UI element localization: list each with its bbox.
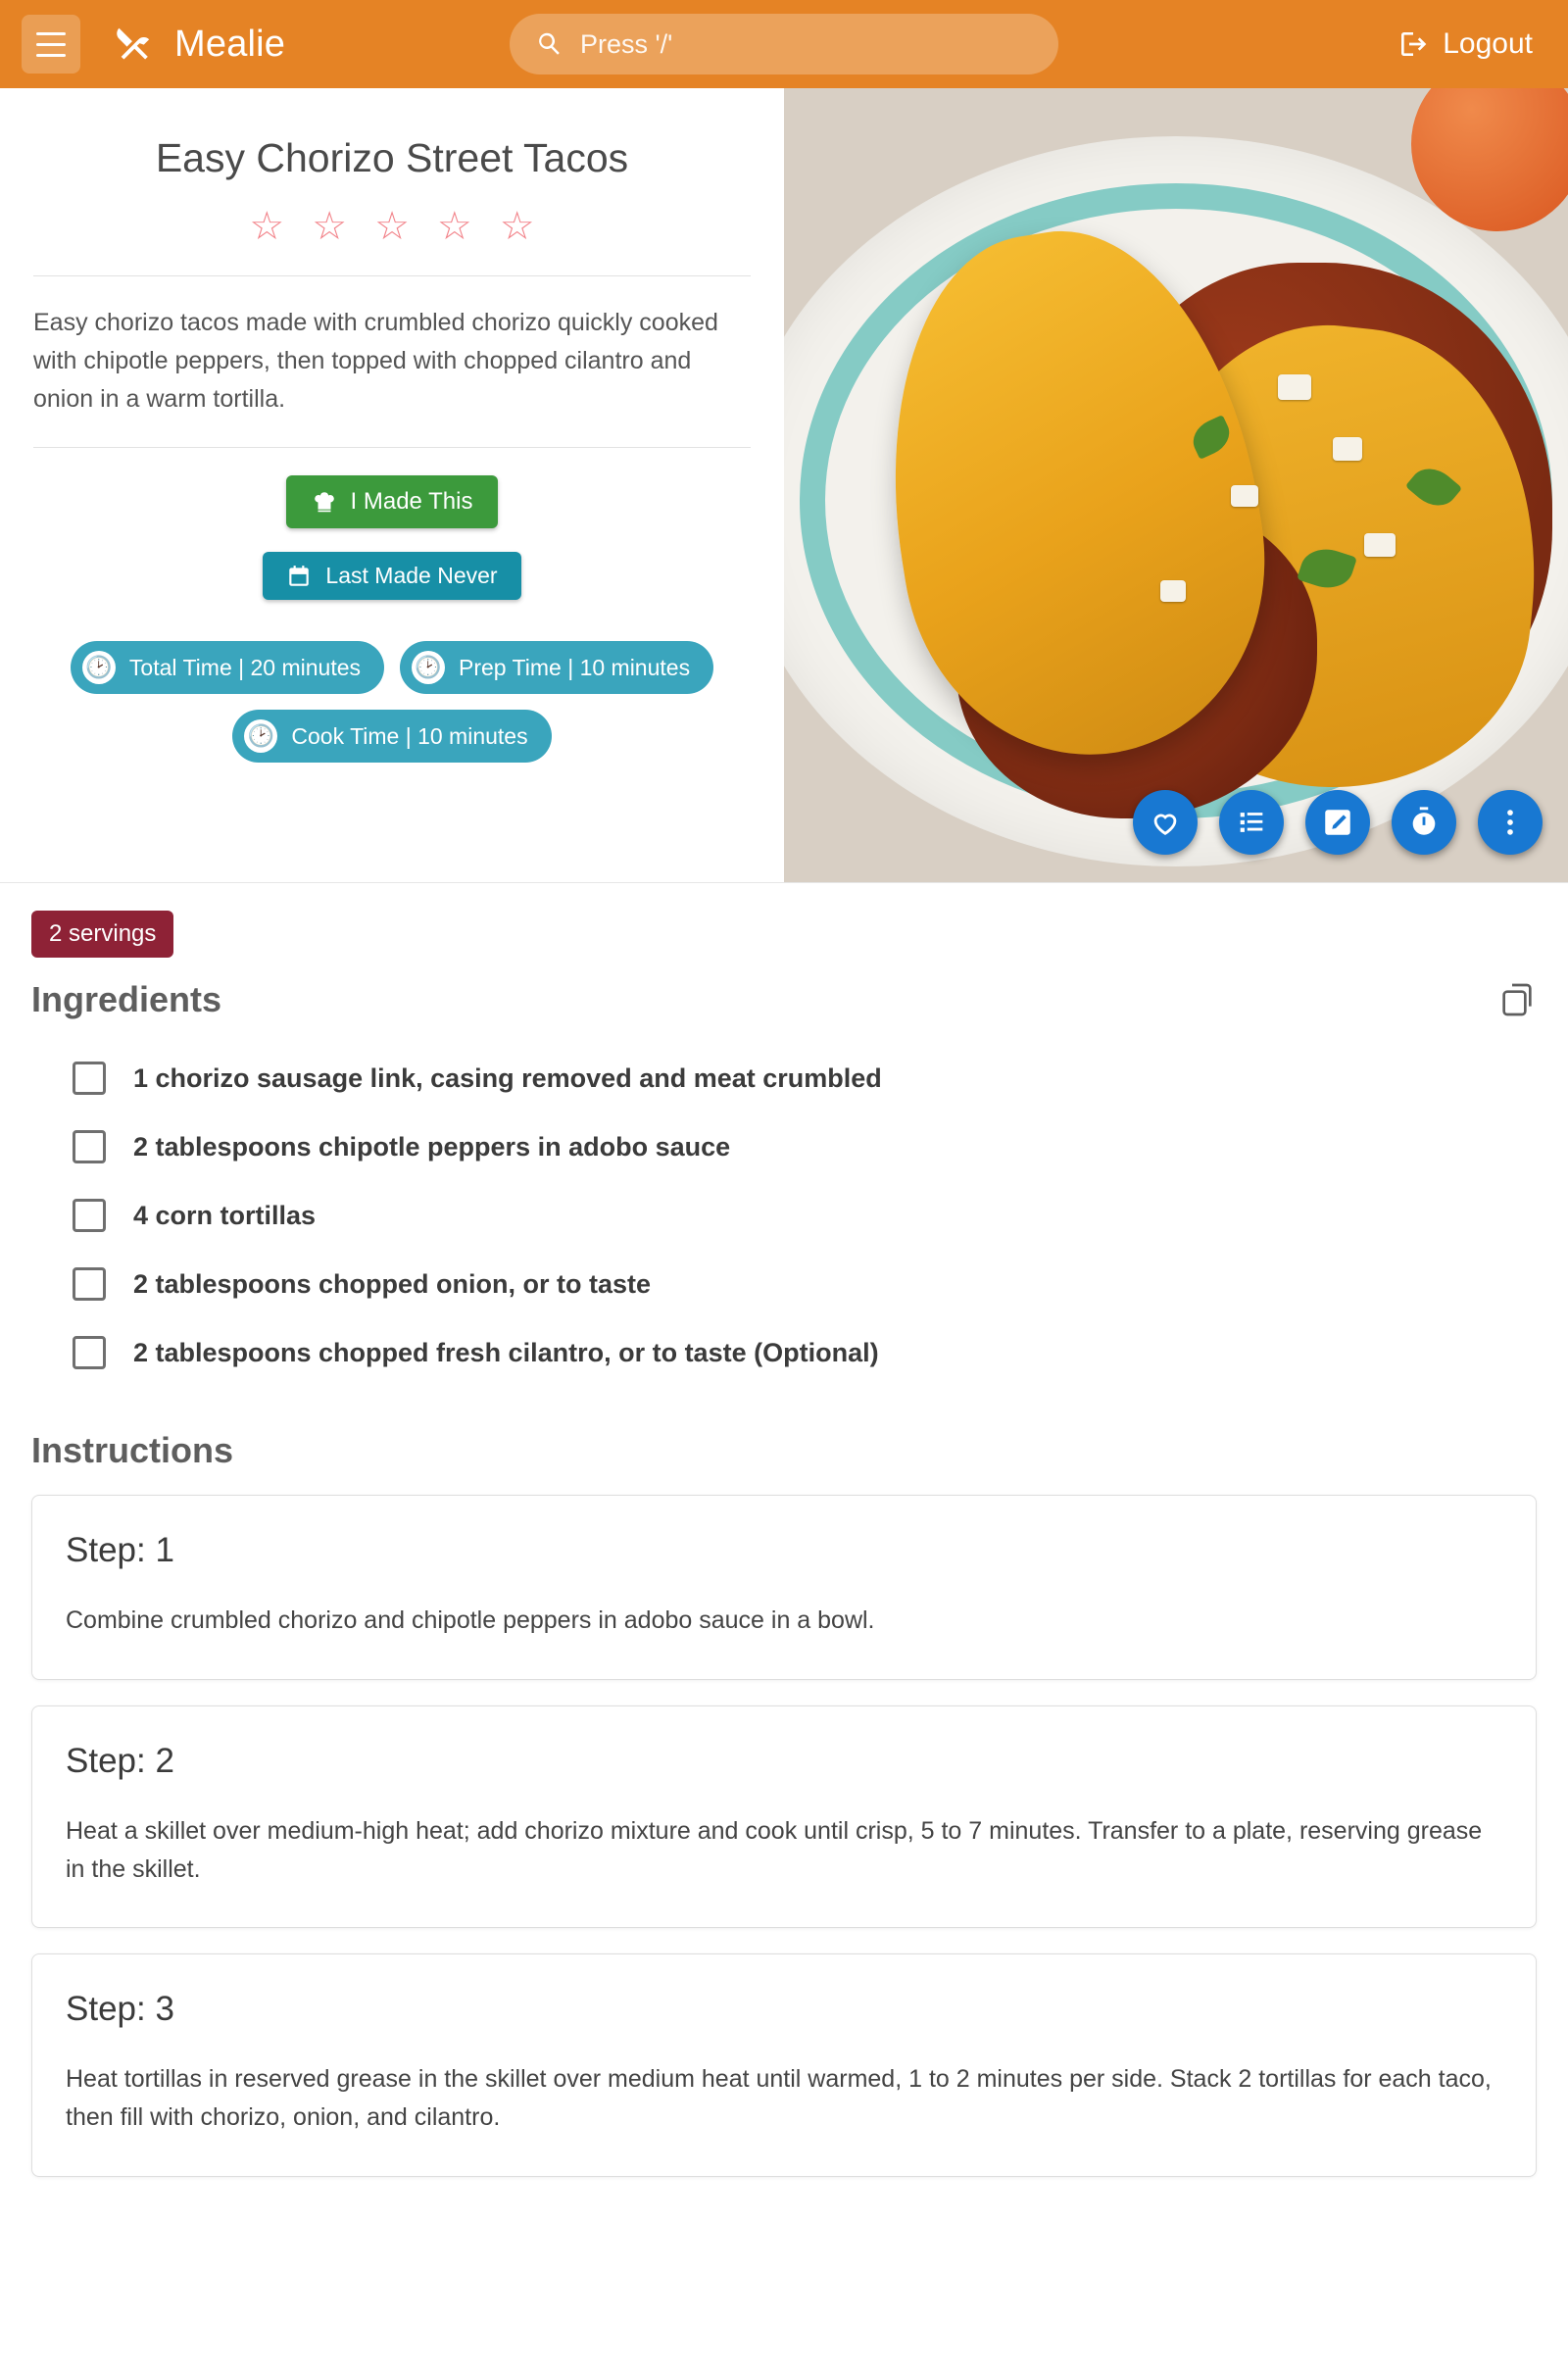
hamburger-icon[interactable] bbox=[22, 15, 80, 74]
star-icon[interactable]: ☆ bbox=[249, 205, 285, 248]
food-photo bbox=[784, 88, 1568, 882]
divider bbox=[33, 447, 751, 448]
prep-time-label: Prep Time | 10 minutes bbox=[459, 654, 691, 680]
onion-shape bbox=[1278, 374, 1311, 400]
ingredient-checkbox[interactable] bbox=[73, 1267, 106, 1301]
favorite-button[interactable] bbox=[1133, 790, 1198, 855]
logout-icon bbox=[1397, 28, 1429, 60]
heart-icon bbox=[1149, 806, 1182, 839]
ingredients-header bbox=[31, 979, 1537, 1020]
clock-icon: 🕑 bbox=[412, 651, 445, 684]
list-item[interactable] bbox=[31, 1318, 1537, 1387]
instruction-step[interactable] bbox=[31, 1495, 1537, 1680]
calendar-icon bbox=[286, 564, 312, 589]
step-text: Heat a skillet over medium-high heat; add chorizo mixture and cook until crisp, 5 to 7 minutes. Transfer to a plate, reserving grease in the skillet. bbox=[66, 1816, 1483, 1883]
fork-knife-icon bbox=[112, 22, 157, 67]
list-item[interactable] bbox=[31, 1250, 1537, 1318]
shopping-list-button[interactable] bbox=[1219, 790, 1284, 855]
ingredient-checkbox[interactable] bbox=[73, 1199, 106, 1232]
last-made-row bbox=[33, 538, 751, 600]
hamburger-line bbox=[36, 43, 66, 46]
app-bar bbox=[0, 0, 1568, 88]
edit-icon bbox=[1321, 806, 1354, 839]
ingredient-label: 1 chorizo sausage link, casing removed and meat crumbled bbox=[133, 1062, 882, 1093]
list-item[interactable] bbox=[31, 1044, 1537, 1112]
ingredient-checkbox[interactable] bbox=[73, 1130, 106, 1163]
star-icon[interactable]: ☆ bbox=[312, 205, 348, 248]
clock-icon: 🕑 bbox=[244, 719, 277, 753]
ingredient-checkbox[interactable] bbox=[73, 1336, 106, 1369]
brand-title: Mealie bbox=[174, 23, 286, 65]
edit-recipe-button[interactable] bbox=[1305, 790, 1370, 855]
onion-shape bbox=[1333, 437, 1362, 461]
search-placeholder: Press '/' bbox=[580, 28, 673, 59]
recipe-image bbox=[784, 88, 1568, 882]
clock-icon: 🕑 bbox=[82, 651, 116, 684]
recipe-hero bbox=[0, 88, 1568, 883]
copy-icon[interactable] bbox=[1497, 980, 1537, 1019]
i-made-this-button[interactable] bbox=[286, 475, 499, 528]
ingredients-list bbox=[31, 1044, 1537, 1387]
made-this-row bbox=[33, 475, 751, 528]
search-icon bbox=[535, 29, 564, 59]
step-text: Combine crumbled chorizo and chipotle peppers in adobo sauce in a bowl. bbox=[66, 1606, 875, 1634]
ingredient-label: 2 tablespoons chopped onion, or to taste bbox=[133, 1268, 652, 1299]
total-time-label: Total Time | 20 minutes bbox=[128, 654, 361, 680]
recipe-summary bbox=[0, 88, 784, 882]
ingredient-label: 2 tablespoons chipotle peppers in adobo sauce bbox=[133, 1131, 731, 1161]
step-title: Step: 2 bbox=[66, 1741, 174, 1780]
rating-stars[interactable] bbox=[33, 207, 751, 246]
dots-vertical-icon bbox=[1494, 806, 1527, 839]
star-icon[interactable]: ☆ bbox=[499, 205, 535, 248]
onion-shape bbox=[1231, 485, 1258, 507]
list-icon bbox=[1235, 806, 1268, 839]
step-title: Step: 1 bbox=[66, 1531, 174, 1569]
star-icon[interactable]: ☆ bbox=[436, 205, 472, 248]
cook-time-label: Cook Time | 10 minutes bbox=[291, 722, 528, 749]
ingredient-label: 2 tablespoons chopped fresh cilantro, or to taste (Optional) bbox=[133, 1337, 879, 1367]
list-item[interactable] bbox=[31, 1112, 1537, 1181]
step-text: Heat tortillas in reserved grease in the skillet over medium heat until warmed, 1 to 2 minutes per side. Stack 2 tortillas for each taco, then fill with chorizo, onion, and cilantro. bbox=[66, 2065, 1492, 2131]
last-made-button[interactable] bbox=[263, 552, 520, 600]
star-icon[interactable]: ☆ bbox=[374, 205, 410, 248]
logout-button[interactable] bbox=[1397, 27, 1546, 61]
instruction-step[interactable] bbox=[31, 1705, 1537, 1929]
onion-shape bbox=[1160, 580, 1186, 602]
recipe-body bbox=[0, 883, 1568, 2242]
instructions-header bbox=[31, 1430, 1537, 1471]
ingredient-label: 4 corn tortillas bbox=[133, 1200, 317, 1230]
hamburger-line bbox=[36, 54, 66, 57]
timer-icon bbox=[1407, 806, 1441, 839]
search-input[interactable] bbox=[510, 14, 1058, 74]
recipe-action-buttons bbox=[1133, 790, 1543, 855]
page-title: Easy Chorizo Street Tacos bbox=[155, 135, 629, 180]
total-time-chip[interactable] bbox=[71, 641, 384, 694]
divider bbox=[33, 275, 751, 276]
last-made-label: Last Made Never bbox=[325, 563, 498, 589]
timer-button[interactable] bbox=[1392, 790, 1456, 855]
step-title: Step: 3 bbox=[66, 1990, 174, 2029]
recipe-description: Easy chorizo tacos made with crumbled chorizo quickly cooked with chipotle peppers, then topped with chopped cilantro and onion in a warm tortilla. bbox=[33, 309, 718, 413]
onion-shape bbox=[1364, 533, 1396, 557]
list-item[interactable] bbox=[31, 1181, 1537, 1250]
i-made-this-label: I Made This bbox=[350, 488, 473, 516]
brand[interactable] bbox=[112, 22, 285, 67]
cook-time-chip[interactable] bbox=[232, 710, 551, 763]
logout-label: Logout bbox=[1443, 27, 1533, 60]
more-options-button[interactable] bbox=[1478, 790, 1543, 855]
servings-badge[interactable]: 2 servings bbox=[31, 911, 173, 958]
instruction-step[interactable] bbox=[31, 1953, 1537, 2177]
chef-hat-icon bbox=[312, 489, 337, 515]
ingredients-title: Ingredients bbox=[31, 979, 222, 1019]
ingredient-checkbox[interactable] bbox=[73, 1062, 106, 1095]
instructions-title: Instructions bbox=[31, 1430, 234, 1470]
time-chips bbox=[33, 641, 751, 763]
hamburger-line bbox=[36, 32, 66, 35]
prep-time-chip[interactable] bbox=[400, 641, 713, 694]
